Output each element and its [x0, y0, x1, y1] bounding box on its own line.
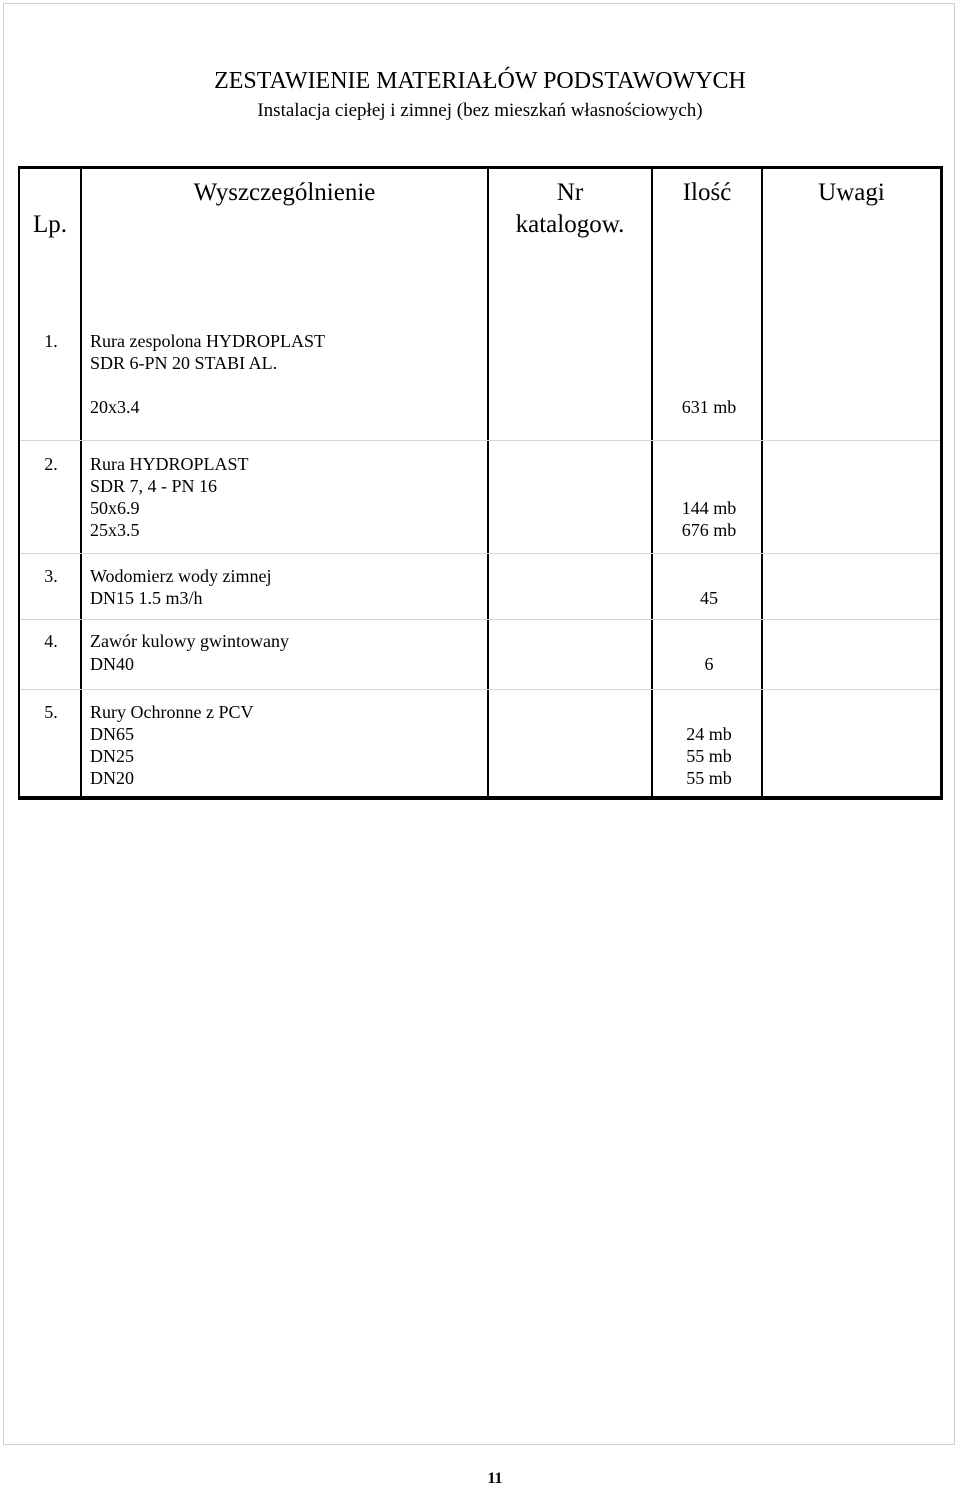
- row-2-quantity-2: 676 mb: [681, 520, 737, 540]
- row-5-line-3: DN25: [90, 746, 134, 766]
- row-2-lp: 2.: [44, 454, 58, 474]
- row-4-line-1: Zawór kulowy gwintowany: [90, 631, 289, 651]
- row-5-quantity-3: 55 mb: [686, 768, 732, 788]
- header-catalog-line1: Nr: [556, 179, 584, 206]
- header-catalog-line2: katalogow.: [515, 211, 625, 238]
- row-5-quantity-1: 24 mb: [686, 724, 732, 744]
- row-1-quantity-1: 631 mb: [681, 397, 737, 417]
- row-3-line-1: Wodomierz wody zimnej: [90, 566, 272, 586]
- row-1-line-3: 20x3.4: [90, 397, 140, 417]
- page-number: 11: [487, 1470, 503, 1487]
- row-1-line-1: Rura zespolona HYDROPLAST: [90, 331, 325, 351]
- row-5-line-1: Rury Ochronne z PCV: [90, 702, 254, 722]
- row-2-quantity-1: 144 mb: [681, 498, 737, 518]
- row-5-line-4: DN20: [90, 768, 134, 788]
- materials-table: [18, 166, 943, 800]
- row-4-lp: 4.: [44, 631, 58, 651]
- document-title: ZESTAWIENIE MATERIAŁÓW PODSTAWOWYCH: [214, 68, 746, 94]
- document-subtitle: Instalacja ciepłej i zimnej (bez mieszkań własnościowych): [257, 100, 703, 121]
- row-5-quantity-2: 55 mb: [686, 746, 732, 766]
- row-3-line-2: DN15 1.5 m3/h: [90, 588, 203, 608]
- row-2-line-2: SDR 7, 4 - PN 16: [90, 476, 218, 496]
- row-4-line-2: DN40: [90, 654, 134, 674]
- row-divider: [20, 619, 940, 620]
- row-divider: [20, 440, 940, 441]
- row-divider: [20, 689, 940, 690]
- row-2-line-4: 25x3.5: [90, 520, 140, 540]
- row-1-lp: 1.: [44, 331, 58, 351]
- header-lp: Lp.: [32, 211, 68, 238]
- column-divider: [651, 169, 653, 796]
- column-divider: [487, 169, 489, 796]
- row-divider: [20, 553, 940, 554]
- row-2-line-3: 50x6.9: [90, 498, 140, 518]
- row-2-line-1: Rura HYDROPLAST: [90, 454, 249, 474]
- header-notes: Uwagi: [818, 179, 885, 206]
- row-1-line-2: SDR 6-PN 20 STABI AL.: [90, 353, 278, 373]
- header-description: Wyszczególnienie: [193, 179, 376, 206]
- row-3-quantity-1: 45: [700, 588, 718, 608]
- row-3-lp: 3.: [44, 566, 58, 586]
- header-quantity: Ilość: [682, 179, 732, 206]
- row-4-quantity-1: 6: [704, 654, 714, 674]
- row-5-lp: 5.: [44, 702, 58, 722]
- row-5-line-2: DN65: [90, 724, 134, 744]
- column-divider: [761, 169, 763, 796]
